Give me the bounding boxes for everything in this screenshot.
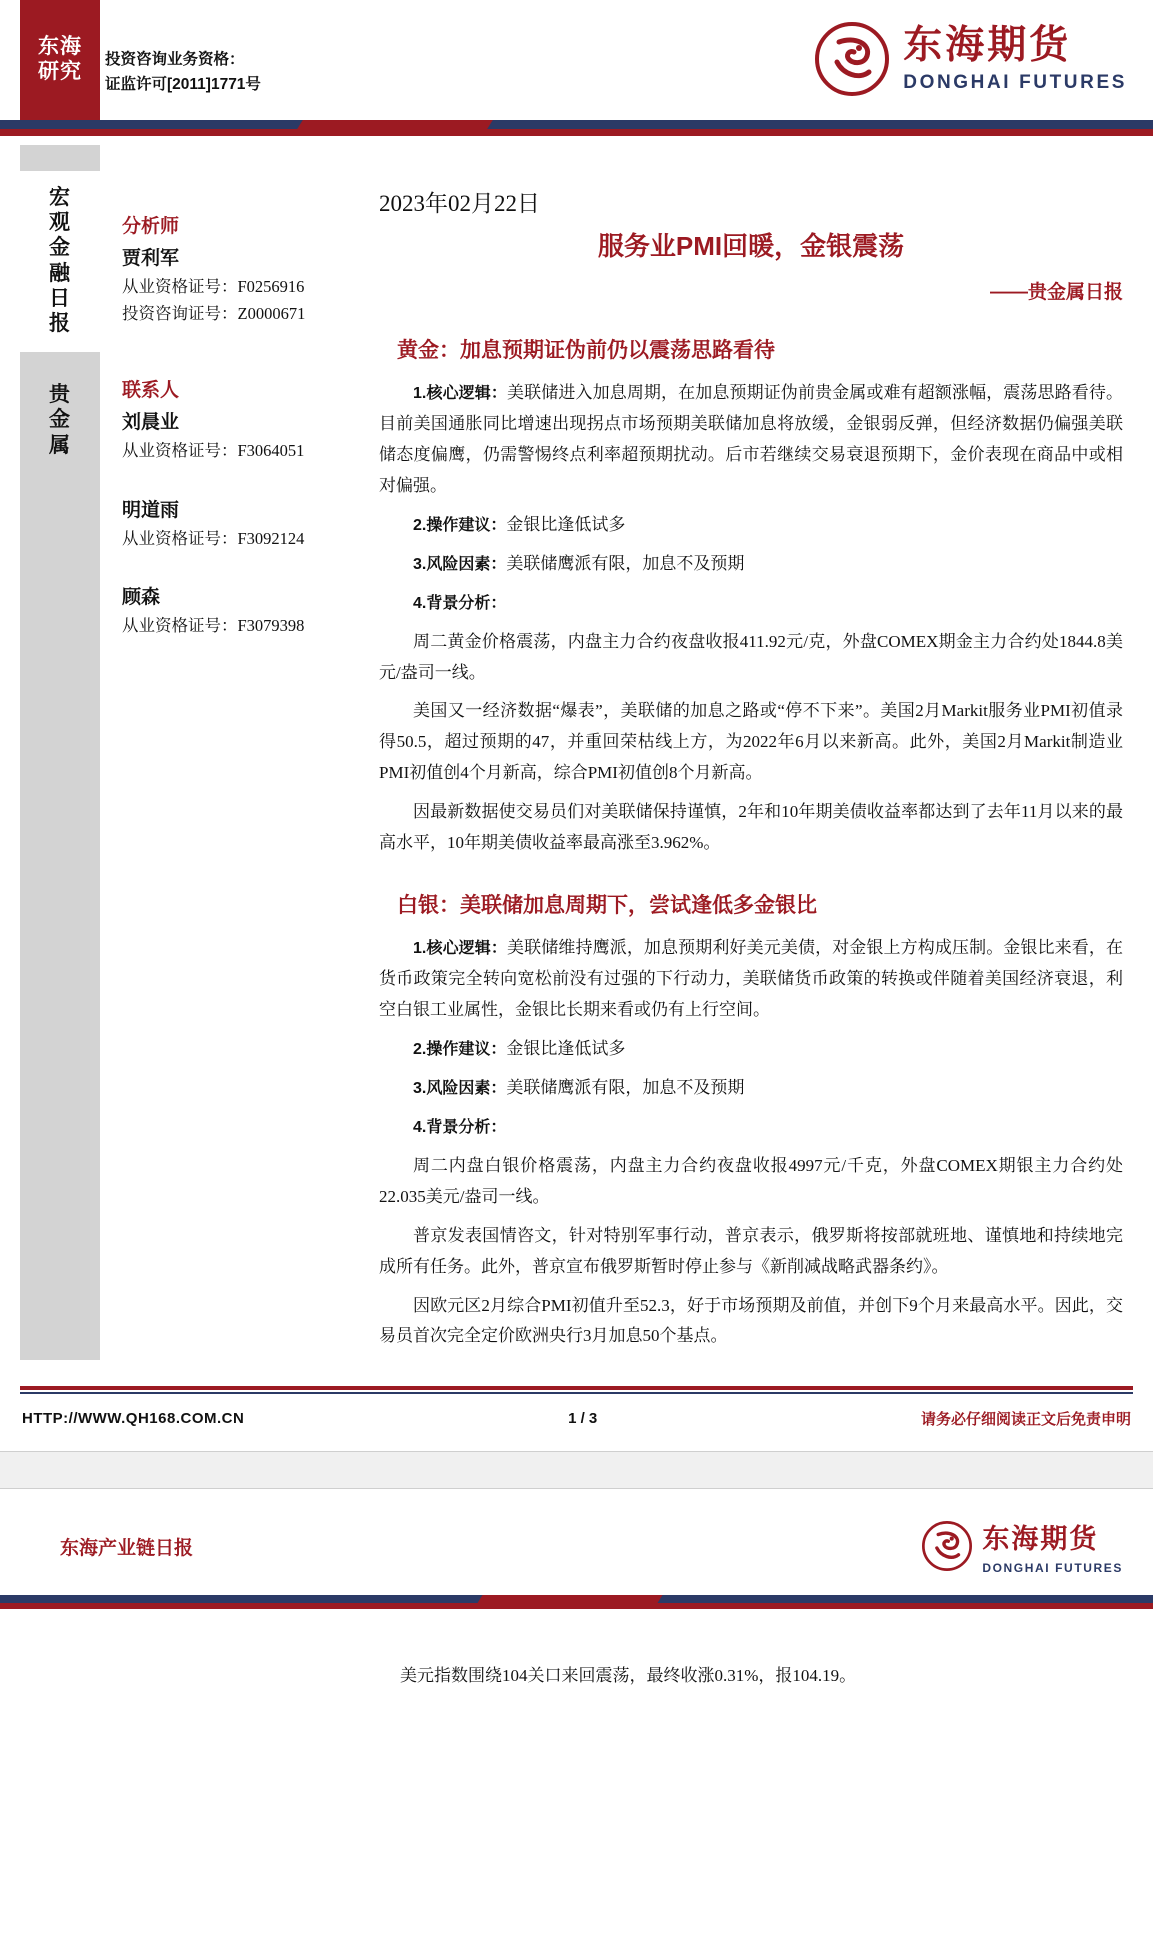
contact-license-2: 从业资格证号：F3092124	[122, 528, 305, 548]
section-silver-item-1-label: 1.核心逻辑：	[413, 940, 508, 958]
section-silver-item-1	[379, 933, 1123, 1026]
analyst-license-1: 从业资格证号：F0256916	[122, 277, 305, 296]
next-page-logo	[922, 1517, 1123, 1575]
contact-license-1: 从业资格证号：F3064051	[122, 441, 305, 461]
next-page-logo-en: DONGHAI FUTURES	[982, 1561, 1123, 1576]
logo-text-en: DONGHAI FUTURES	[903, 72, 1127, 93]
next-page-paragraph: 美元指数围绕104关口来回震荡，最终收涨0.31%，报104.19。	[400, 1666, 857, 1686]
dragon-logo-icon-small	[922, 1521, 972, 1571]
company-logo	[815, 22, 1127, 96]
section-gold-paragraph-2: 美国又一经济数据“爆表”，美联储的加息之路或“停不下来”。美国2月Markit服务业PMI初值录得50.5，超过预期的47，并重回荣枯线上方，为2022年6月以来新高。此外，美国2月Markit制造业PMI初值创4个月新高，综合PMI初值创8个月新高。	[379, 701, 1123, 783]
footer-disclaimer: 请务必仔细阅读正文后免责申明	[920, 1411, 1131, 1429]
section-gold-item-3-label: 3.风险因素：	[413, 555, 507, 573]
contact-license-3: 从业资格证号：F3079398	[122, 615, 305, 635]
section-gold-item-4	[379, 588, 1123, 619]
qualification-line-2: 证监许可[2011]1771号	[105, 75, 261, 93]
section-silver-item-3-text: 美联储鹰派有限，加息不及预期	[506, 1077, 745, 1097]
document-header	[0, 0, 1153, 145]
contact-name-3: 顾森	[122, 586, 161, 608]
next-page-logo-cn: 东海期货	[982, 1524, 1099, 1555]
next-page-rule-red	[0, 1603, 1153, 1609]
page-subtitle: ——贵金属日报	[989, 282, 1123, 303]
section-gold-item-4-label: 4.背景分析：	[413, 594, 507, 612]
section-gold-item-1	[379, 378, 1123, 502]
sidebar	[20, 145, 100, 1360]
section-silver-paragraph-3: 因欧元区2月综合PMI初值升至52.3，好于市场预期及前值，并创下9个月来最高水平。因此，交易员首次完全定价欧洲央行3月加息50个基点。	[379, 1295, 1123, 1346]
section-gold-item-2-label: 2.操作建议：	[413, 516, 507, 534]
contact-name-1: 刘晨业	[122, 412, 180, 434]
page-title: 服务业PMI回暖，金银震荡	[597, 231, 905, 261]
section-silver-item-1-text: 美联储维持鹰派，加息预期利好美元美债，对金银上方构成压制。金银比来看，在货币政策完全转向宽松前没有过强的下行动力，美联储货币政策的转换或伴随着美国经济衰退，利空白银工业属性，金银比长期来看或仍有上行空间。	[379, 938, 1123, 1019]
contact-section-title: 联系人	[122, 380, 180, 402]
section-silver-item-4-label: 4.背景分析：	[413, 1118, 507, 1136]
header-rule-notch	[297, 120, 493, 129]
header-rule-red	[0, 129, 1153, 136]
section-silver-item-2-label: 2.操作建议：	[413, 1040, 507, 1058]
logo-text-cn: 东海期货	[903, 24, 1072, 67]
next-page-rule	[0, 1595, 1153, 1613]
footer-page-number: 1 / 3	[568, 1410, 598, 1428]
section-gold-item-1-label: 1.核心逻辑：	[413, 385, 508, 402]
analyst-license-2: 投资咨询证号：Z0000671	[122, 304, 306, 324]
dragon-logo-icon	[815, 22, 889, 96]
contact-name-2: 明道雨	[122, 499, 180, 521]
main-content	[355, 145, 1153, 1360]
next-page-rule-notch	[478, 1595, 663, 1603]
section-gold-item-3-text: 美联储鹰派有限，加息不及预期	[506, 553, 745, 573]
brand-badge	[20, 0, 100, 120]
section-gold-item-2-text: 金银比逢低试多	[506, 514, 626, 534]
section-gold-item-2	[379, 510, 1123, 541]
document-body	[0, 145, 1153, 1360]
document-date: 2023年02月22日	[379, 191, 540, 216]
section-gold-item-1-text: 美联储进入加息周期，在加息预期证伪前贵金属或难有超额涨幅，震荡思路看待。目前美国通胀同比增速出现拐点市场预期美联储加息将放缓，金银弱反弹，但经济数据仍偏强美联储态度偏鹰，仍需警惕终点利率超预期扰动。后市若继续交易衰退预期下，金价表现在商品中或相对偏强。	[379, 383, 1123, 495]
section-gold-item-3	[379, 549, 1123, 580]
section-silver-item-3	[379, 1073, 1123, 1104]
next-page-title: 东海产业链日报	[60, 1538, 194, 1560]
section-gold-paragraph-3: 因最新数据使交易员们对美联储保持谨慎，2年和10年期美债收益率都达到了去年11月以来的最高水平，10年期美债收益率最高涨至3.962%。	[379, 802, 1123, 853]
section-silver-paragraph-1: 周二内盘白银价格震荡，内盘主力合约夜盘收报4997元/千克，外盘COMEX期银主力合约处22.035美元/盎司一线。	[379, 1155, 1123, 1206]
document-footer	[20, 1386, 1133, 1441]
section-silver-item-2	[379, 1034, 1123, 1065]
section-heading-silver: 白银：美联储加息周期下，尝试逢低多金银比	[397, 894, 817, 918]
brand-badge-line-1: 东海	[38, 35, 82, 59]
header-rule-blue	[0, 120, 1153, 129]
page-break-separator	[0, 1451, 1153, 1489]
section-silver-item-2-text: 金银比逢低试多	[506, 1038, 626, 1058]
sidebar-item-macro-finance-daily: 宏 观 金 融 日 报	[20, 171, 100, 352]
next-page-header	[0, 1489, 1153, 1692]
analyst-panel	[100, 145, 355, 1360]
analyst-name: 贾利军	[122, 248, 180, 269]
section-silver-item-3-label: 3.风险因素：	[413, 1079, 507, 1097]
header-rule	[0, 120, 1153, 142]
analyst-section-title: 分析师	[122, 216, 180, 237]
qualification-block	[105, 48, 261, 98]
sidebar-item-precious-metals: 贵 金 属	[49, 383, 71, 457]
qualification-line-1: 投资咨询业务资格：	[105, 51, 245, 68]
brand-badge-line-2: 研究	[38, 60, 82, 83]
section-silver-item-4	[379, 1112, 1123, 1143]
section-silver-paragraph-2: 普京发表国情咨文，针对特别军事行动，普京表示，俄罗斯将按部就班地、谨慎地和持续地完成所有任务。此外，普京宣布俄罗斯暂时停止参与《新削减战略武器条约》。	[379, 1225, 1123, 1276]
section-gold-paragraph-1: 周二黄金价格震荡，内盘主力合约夜盘收报411.92元/克，外盘COMEX期金主力合约处1844.8美元/盎司一线。	[379, 631, 1123, 682]
section-heading-gold: 黄金：加息预期证伪前仍以震荡思路看待	[397, 339, 775, 362]
footer-url[interactable]: HTTP://WWW.QH168.COM.CN	[22, 1410, 245, 1428]
